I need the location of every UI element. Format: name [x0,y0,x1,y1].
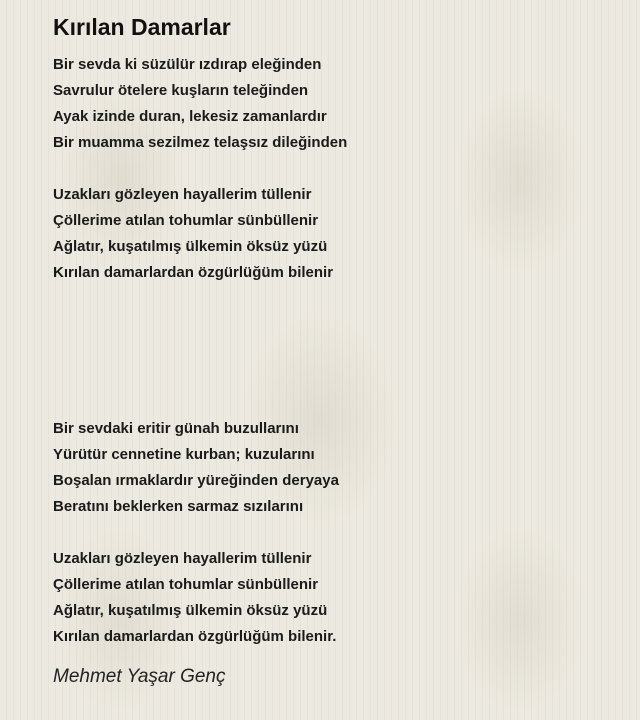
stanza-3 [53,416,613,520]
poem-line: Beratını beklerken sarmaz sızılarını [53,498,304,515]
poem-line: Ağlatır, kuşatılmış ülkemin öksüz yüzü [53,238,328,255]
poem-line: Savrulur ötelere kuşların teleğinden [53,82,309,99]
stanza-1 [53,52,613,156]
poem-line: Ayak izinde duran, lekesiz zamanlardır [53,108,327,125]
stanza-4 [53,546,613,650]
stanza-2 [53,182,613,286]
poem-container [53,12,613,690]
poem-line: Kırılan damarlardan özgürlüğüm bilenir. [53,628,337,645]
stanza-spacer [53,286,613,416]
stanza-spacer [53,520,613,546]
poem-line: Bir muamma sezilmez telaşsız dileğinden [53,134,348,151]
poem-line: Uzakları gözleyen hayallerim tüllenir [53,186,312,203]
poem-line: Bir sevda ki süzülür ızdırap eleğinden [53,56,322,73]
poem-line: Boşalan ırmaklardır yüreğinden deryaya [53,472,339,489]
poem-line: Bir sevdaki eritir günah buzullarını [53,420,299,437]
poem-line: Yürütür cennetine kurban; kuzularını [53,446,315,463]
stanza-spacer [53,156,613,182]
poem-line: Çöllerime atılan tohumlar sünbüllenir [53,576,319,593]
poem-line: Uzakları gözleyen hayallerim tüllenir [53,550,312,567]
poem-line: Kırılan damarlardan özgürlüğüm bilenir [53,264,334,281]
poem-title: Kırılan Damarlar [53,14,231,40]
poem-line: Çöllerime atılan tohumlar sünbüllenir [53,212,319,229]
poem-author: Mehmet Yaşar Genç [53,666,226,687]
poem-line: Ağlatır, kuşatılmış ülkemin öksüz yüzü [53,602,328,619]
